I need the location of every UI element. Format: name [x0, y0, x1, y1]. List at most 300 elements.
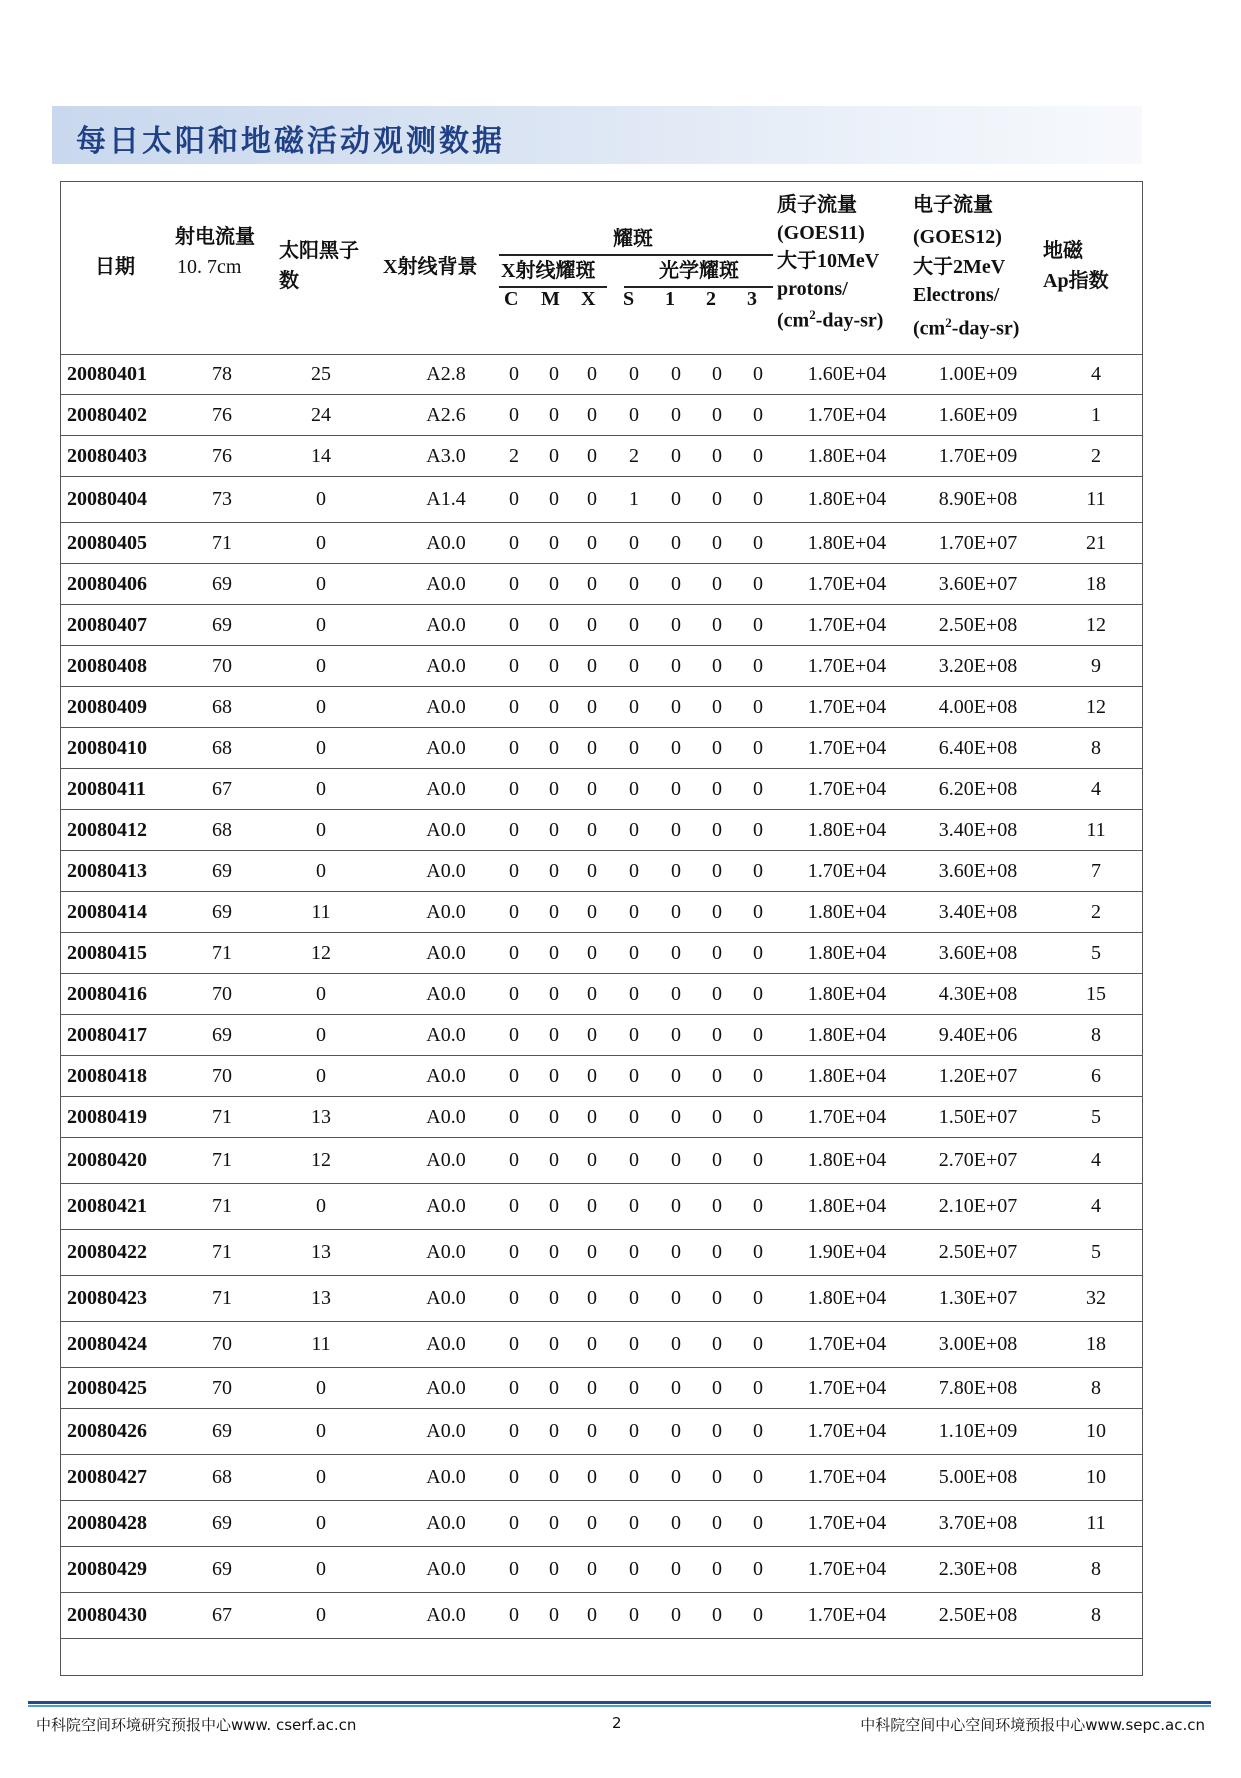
cell-flare-m: 0	[549, 695, 559, 718]
cell-flare-x: 0	[587, 941, 597, 964]
cell-xray-background: A0.0	[426, 1420, 466, 1442]
header-proton-energy: 大于10MeV	[777, 250, 880, 272]
cell-proton-flux: 1.70E+04	[807, 1558, 887, 1580]
cell-electron-flux: 3.00E+08	[938, 1333, 1018, 1355]
cell-electron-flux: 2.50E+08	[938, 1604, 1018, 1626]
cell-flare-s: 0	[629, 531, 639, 554]
cell-sunspot: 12	[311, 941, 331, 964]
cell-proton-flux: 1.80E+04	[807, 1064, 887, 1087]
cell-flare-s: 0	[629, 1149, 639, 1171]
cell-flare-1: 0	[671, 1023, 681, 1046]
cell-electron-flux: 1.20E+07	[938, 1064, 1018, 1087]
cell-xray-background: A0.0	[426, 572, 466, 595]
cell-xray-background: A0.0	[426, 818, 466, 841]
cell-flare-c: 0	[509, 531, 519, 554]
cell-date: 20080417	[67, 1023, 147, 1046]
cell-xray-background: A0.0	[426, 1064, 466, 1087]
cell-ap-index: 4	[1091, 362, 1101, 385]
cell-flare-2: 0	[712, 941, 722, 964]
cell-date: 20080429	[67, 1558, 147, 1580]
cell-flare-x: 0	[587, 362, 597, 385]
cell-flare-2: 0	[712, 777, 722, 800]
table-row	[61, 1056, 1142, 1097]
cell-flare-1: 0	[671, 1604, 681, 1626]
cell-radio-flux: 71	[212, 531, 232, 554]
cell-flare-s: 0	[629, 1466, 639, 1488]
cell-sunspot: 0	[316, 777, 326, 800]
cell-flare-3: 0	[753, 1195, 763, 1217]
cell-flare-2: 0	[712, 1558, 722, 1580]
cell-flare-2: 0	[712, 1376, 722, 1399]
table-row	[61, 1138, 1142, 1184]
cell-flare-s: 0	[629, 736, 639, 759]
cell-date: 20080430	[67, 1604, 147, 1626]
cell-flare-x: 0	[587, 1241, 597, 1263]
cell-electron-flux: 2.70E+07	[938, 1149, 1018, 1171]
cell-xray-background: A0.0	[426, 613, 466, 636]
cell-proton-flux: 1.80E+04	[807, 531, 887, 554]
cell-sunspot: 0	[316, 1064, 326, 1087]
cell-xray-background: A0.0	[426, 1195, 466, 1217]
cell-flare-x: 0	[587, 1195, 597, 1217]
cell-radio-flux: 69	[212, 1023, 232, 1046]
table-row	[61, 1097, 1142, 1138]
table-row	[61, 1184, 1142, 1230]
cell-radio-flux: 70	[212, 654, 232, 677]
table-header	[61, 182, 1142, 355]
cell-flare-x: 0	[587, 1512, 597, 1534]
title-band	[52, 106, 1142, 164]
cell-ap-index: 12	[1086, 613, 1106, 636]
cell-flare-1: 0	[671, 1512, 681, 1534]
cell-electron-flux: 7.80E+08	[938, 1376, 1018, 1399]
cell-ap-index: 15	[1086, 982, 1106, 1005]
cell-electron-flux: 1.60E+09	[938, 403, 1018, 426]
cell-flare-1: 0	[671, 403, 681, 426]
cell-ap-index: 2	[1091, 444, 1101, 467]
cell-flare-c: 0	[509, 695, 519, 718]
cell-flare-2: 0	[712, 1195, 722, 1217]
cell-xray-background: A0.0	[426, 1333, 466, 1355]
cell-sunspot: 11	[311, 900, 331, 923]
cell-electron-flux: 2.50E+08	[938, 613, 1018, 636]
cell-flare-c: 0	[509, 1241, 519, 1263]
cell-ap-index: 10	[1086, 1420, 1106, 1442]
header-sunspot-cont: 数	[279, 270, 299, 292]
header-date: 日期	[95, 256, 135, 278]
cell-proton-flux: 1.80E+04	[807, 444, 887, 467]
cell-flare-3: 0	[753, 1287, 763, 1309]
cell-flare-2: 0	[712, 1149, 722, 1171]
cell-flare-3: 0	[753, 736, 763, 759]
table-row	[61, 1230, 1142, 1276]
cell-date: 20080410	[67, 736, 147, 759]
page-title: 每日太阳和地磁活动观测数据	[76, 124, 505, 159]
cell-flare-2: 0	[712, 982, 722, 1005]
cell-electron-flux: 3.60E+07	[938, 572, 1018, 595]
cell-proton-flux: 1.70E+04	[807, 403, 887, 426]
cell-proton-flux: 1.70E+04	[807, 777, 887, 800]
cell-flare-c: 0	[509, 1333, 519, 1355]
header-xray-background: X射线背景	[383, 256, 478, 278]
header-sub-s: S	[623, 288, 635, 310]
cell-flare-x: 0	[587, 1376, 597, 1399]
cell-date: 20080414	[67, 900, 147, 923]
cell-flare-x: 0	[587, 818, 597, 841]
cell-proton-flux: 1.80E+04	[807, 982, 887, 1005]
cell-date: 20080412	[67, 818, 147, 841]
cell-radio-flux: 70	[212, 1333, 232, 1355]
header-proton-source: (GOES11)	[777, 222, 865, 244]
cell-flare-3: 0	[753, 941, 763, 964]
cell-flare-m: 0	[549, 859, 559, 882]
cell-flare-1: 0	[671, 362, 681, 385]
cell-proton-flux: 1.70E+04	[807, 1512, 887, 1534]
cell-flare-3: 0	[753, 572, 763, 595]
cell-radio-flux: 67	[212, 777, 232, 800]
cell-electron-flux: 8.90E+08	[938, 488, 1018, 510]
header-ap-index: Ap指数	[1043, 270, 1109, 292]
cell-flare-c: 0	[509, 941, 519, 964]
cell-date: 20080423	[67, 1287, 147, 1309]
cell-flare-x: 0	[587, 572, 597, 595]
cell-sunspot: 13	[311, 1241, 331, 1263]
cell-flare-2: 0	[712, 531, 722, 554]
cell-xray-background: A3.0	[426, 444, 466, 467]
cell-flare-3: 0	[753, 1333, 763, 1355]
cell-sunspot: 0	[316, 1604, 326, 1626]
header-sub-2: 2	[706, 288, 716, 310]
cell-proton-flux: 1.70E+04	[807, 1376, 887, 1399]
cell-flare-1: 0	[671, 1287, 681, 1309]
table-row	[61, 605, 1142, 646]
table-row	[61, 1015, 1142, 1056]
cell-proton-flux: 1.70E+04	[807, 1333, 887, 1355]
cell-flare-3: 0	[753, 695, 763, 718]
cell-flare-m: 0	[549, 1558, 559, 1580]
cell-proton-flux: 1.70E+04	[807, 1604, 887, 1626]
cell-ap-index: 8	[1091, 1376, 1101, 1399]
cell-ap-index: 8	[1091, 1023, 1101, 1046]
cell-electron-flux: 1.30E+07	[938, 1287, 1018, 1309]
cell-flare-s: 0	[629, 1512, 639, 1534]
cell-proton-flux: 1.70E+04	[807, 572, 887, 595]
cell-flare-c: 0	[509, 900, 519, 923]
cell-flare-x: 0	[587, 777, 597, 800]
cell-date: 20080422	[67, 1241, 147, 1263]
cell-sunspot: 0	[316, 982, 326, 1005]
table-row	[61, 1276, 1142, 1322]
cell-flare-2: 0	[712, 1512, 722, 1534]
cell-flare-m: 0	[549, 982, 559, 1005]
cell-ap-index: 21	[1086, 531, 1106, 554]
cell-flare-2: 0	[712, 1105, 722, 1128]
cell-radio-flux: 69	[212, 1512, 232, 1534]
cell-flare-s: 0	[629, 1287, 639, 1309]
footer-rule-light	[28, 1705, 1211, 1707]
cell-flare-1: 0	[671, 531, 681, 554]
table-row	[61, 523, 1142, 564]
header-electron-unit-cont: $(cm^2-day-sr)$	[913, 315, 1020, 340]
cell-flare-x: 0	[587, 403, 597, 426]
cell-flare-m: 0	[549, 1466, 559, 1488]
cell-flare-c: 0	[509, 1376, 519, 1399]
cell-ap-index: 18	[1086, 1333, 1106, 1355]
cell-electron-flux: 3.60E+08	[938, 941, 1018, 964]
cell-ap-index: 4	[1091, 777, 1101, 800]
cell-flare-c: 0	[509, 613, 519, 636]
cell-xray-background: A1.4	[426, 488, 466, 510]
cell-flare-s: 0	[629, 1105, 639, 1128]
table-row	[61, 933, 1142, 974]
table-row	[61, 1322, 1142, 1368]
table-body	[61, 354, 1142, 1639]
cell-flare-m: 0	[549, 1420, 559, 1442]
cell-proton-flux: 1.70E+04	[807, 1420, 887, 1442]
header-optical-flare: 光学耀斑	[659, 260, 739, 282]
cell-sunspot: 0	[316, 654, 326, 677]
cell-flare-2: 0	[712, 1333, 722, 1355]
cell-electron-flux: 2.30E+08	[938, 1558, 1018, 1580]
cell-flare-3: 0	[753, 1512, 763, 1534]
cell-flare-2: 0	[712, 1064, 722, 1087]
cell-xray-background: A0.0	[426, 900, 466, 923]
cell-flare-s: 0	[629, 1333, 639, 1355]
cell-flare-3: 0	[753, 900, 763, 923]
cell-radio-flux: 71	[212, 1287, 232, 1309]
cell-electron-flux: 6.40E+08	[938, 736, 1018, 759]
cell-ap-index: 1	[1091, 403, 1101, 426]
cell-flare-m: 0	[549, 1064, 559, 1087]
table-row	[61, 1409, 1142, 1455]
cell-flare-c: 0	[509, 1023, 519, 1046]
cell-flare-2: 0	[712, 900, 722, 923]
cell-flare-3: 0	[753, 859, 763, 882]
header-radio-flux: 射电流量	[175, 226, 255, 248]
cell-flare-3: 0	[753, 1105, 763, 1128]
footer-left-org: 中科院空间环境研究预报中心www. cserf.ac.cn	[36, 1716, 357, 1734]
table-row	[61, 810, 1142, 851]
cell-sunspot: 14	[311, 444, 331, 467]
cell-sunspot: 0	[316, 1376, 326, 1399]
table-row	[61, 354, 1142, 395]
cell-flare-2: 0	[712, 736, 722, 759]
cell-flare-x: 0	[587, 1064, 597, 1087]
cell-flare-s: 0	[629, 1064, 639, 1087]
cell-flare-c: 0	[509, 777, 519, 800]
cell-date: 20080420	[67, 1149, 147, 1171]
cell-ap-index: 5	[1091, 1241, 1101, 1263]
cell-flare-c: 0	[509, 736, 519, 759]
cell-flare-x: 0	[587, 1149, 597, 1171]
cell-flare-c: 0	[509, 1604, 519, 1626]
cell-flare-s: 0	[629, 900, 639, 923]
cell-xray-background: A0.0	[426, 1604, 466, 1626]
header-radio-wavelength: 10. 7cm	[177, 256, 242, 278]
data-table	[60, 181, 1143, 1676]
header-proton-unit: protons/	[777, 278, 848, 300]
cell-flare-1: 0	[671, 1149, 681, 1171]
cell-proton-flux: 1.80E+04	[807, 941, 887, 964]
cell-ap-index: 12	[1086, 695, 1106, 718]
cell-flare-x: 0	[587, 736, 597, 759]
table-row	[61, 687, 1142, 728]
cell-flare-1: 0	[671, 1333, 681, 1355]
cell-radio-flux: 69	[212, 1420, 232, 1442]
cell-radio-flux: 68	[212, 1466, 232, 1488]
cell-flare-s: 0	[629, 362, 639, 385]
cell-proton-flux: 1.60E+04	[807, 362, 887, 385]
cell-flare-s: 0	[629, 859, 639, 882]
cell-flare-c: 0	[509, 1105, 519, 1128]
cell-flare-1: 0	[671, 1420, 681, 1442]
cell-ap-index: 18	[1086, 572, 1106, 595]
cell-proton-flux: 1.90E+04	[807, 1241, 887, 1263]
table-row	[61, 974, 1142, 1015]
table-row	[61, 1593, 1142, 1639]
cell-ap-index: 32	[1086, 1287, 1106, 1309]
cell-date: 20080405	[67, 531, 147, 554]
cell-ap-index: 11	[1086, 488, 1106, 510]
cell-radio-flux: 67	[212, 1604, 232, 1626]
cell-xray-background: A0.0	[426, 859, 466, 882]
cell-ap-index: 8	[1091, 1558, 1101, 1580]
cell-radio-flux: 70	[212, 1376, 232, 1399]
cell-flare-s: 0	[629, 695, 639, 718]
cell-date: 20080407	[67, 613, 147, 636]
cell-flare-2: 0	[712, 859, 722, 882]
cell-ap-index: 10	[1086, 1466, 1106, 1488]
cell-flare-x: 0	[587, 1105, 597, 1128]
cell-flare-s: 0	[629, 1376, 639, 1399]
cell-flare-2: 0	[712, 444, 722, 467]
cell-proton-flux: 1.70E+04	[807, 654, 887, 677]
cell-flare-s: 2	[629, 444, 639, 467]
cell-radio-flux: 69	[212, 572, 232, 595]
flare-underline	[499, 254, 773, 256]
cell-flare-1: 0	[671, 1376, 681, 1399]
cell-flare-x: 0	[587, 1287, 597, 1309]
cell-sunspot: 0	[316, 818, 326, 841]
cell-flare-m: 0	[549, 941, 559, 964]
cell-flare-s: 0	[629, 1420, 639, 1442]
cell-xray-background: A0.0	[426, 1466, 466, 1488]
cell-date: 20080419	[67, 1105, 147, 1128]
table-row	[61, 477, 1142, 523]
cell-proton-flux: 1.70E+04	[807, 1466, 887, 1488]
cell-flare-3: 0	[753, 982, 763, 1005]
header-electron-energy: 大于2MeV	[913, 256, 1006, 278]
cell-date: 20080402	[67, 403, 147, 426]
cell-flare-x: 0	[587, 488, 597, 510]
cell-flare-2: 0	[712, 1420, 722, 1442]
cell-flare-x: 0	[587, 900, 597, 923]
cell-date: 20080403	[67, 444, 147, 467]
cell-flare-1: 0	[671, 613, 681, 636]
cell-flare-s: 0	[629, 777, 639, 800]
cell-xray-background: A0.0	[426, 736, 466, 759]
cell-flare-m: 0	[549, 1376, 559, 1399]
cell-flare-1: 0	[671, 900, 681, 923]
cell-sunspot: 0	[316, 1195, 326, 1217]
header-electron-source: (GOES12)	[913, 226, 1002, 248]
cell-date: 20080406	[67, 572, 147, 595]
cell-sunspot: 25	[311, 362, 331, 385]
cell-sunspot: 12	[311, 1149, 331, 1171]
cell-flare-1: 0	[671, 444, 681, 467]
cell-flare-2: 0	[712, 1287, 722, 1309]
cell-xray-background: A0.0	[426, 982, 466, 1005]
cell-proton-flux: 1.80E+04	[807, 818, 887, 841]
table-row	[61, 1501, 1142, 1547]
footer-page-number: 2	[612, 1714, 622, 1732]
footer-right-org: 中科院空间中心空间环境预报中心www.sepc.ac.cn	[860, 1716, 1205, 1734]
cell-flare-1: 0	[671, 1241, 681, 1263]
cell-flare-1: 0	[671, 572, 681, 595]
header-sub-x: X	[581, 288, 596, 310]
cell-proton-flux: 1.80E+04	[807, 900, 887, 923]
cell-flare-2: 0	[712, 572, 722, 595]
header-electron-flux: 电子流量	[913, 194, 993, 216]
cell-radio-flux: 70	[212, 1064, 232, 1087]
cell-flare-m: 0	[549, 818, 559, 841]
cell-flare-2: 0	[712, 654, 722, 677]
table-row	[61, 769, 1142, 810]
cell-flare-x: 0	[587, 1466, 597, 1488]
cell-flare-m: 0	[549, 613, 559, 636]
cell-sunspot: 0	[316, 572, 326, 595]
cell-flare-3: 0	[753, 777, 763, 800]
cell-sunspot: 24	[311, 403, 331, 426]
table-row	[61, 436, 1142, 477]
cell-radio-flux: 76	[212, 444, 232, 467]
cell-flare-m: 0	[549, 531, 559, 554]
cell-electron-flux: 4.00E+08	[938, 695, 1018, 718]
cell-electron-flux: 9.40E+06	[938, 1023, 1018, 1046]
cell-flare-c: 2	[509, 444, 519, 467]
cell-xray-background: A0.0	[426, 1241, 466, 1263]
cell-ap-index: 5	[1091, 1105, 1101, 1128]
cell-flare-c: 0	[509, 488, 519, 510]
cell-xray-background: A0.0	[426, 531, 466, 554]
cell-sunspot: 0	[316, 736, 326, 759]
cell-flare-c: 0	[509, 654, 519, 677]
cell-electron-flux: 3.60E+08	[938, 859, 1018, 882]
cell-flare-1: 0	[671, 1558, 681, 1580]
cell-sunspot: 0	[316, 488, 326, 510]
cell-proton-flux: 1.70E+04	[807, 736, 887, 759]
cell-flare-3: 0	[753, 1466, 763, 1488]
cell-flare-m: 0	[549, 1241, 559, 1263]
cell-flare-s: 0	[629, 982, 639, 1005]
cell-flare-3: 0	[753, 818, 763, 841]
cell-radio-flux: 69	[212, 900, 232, 923]
cell-flare-s: 0	[629, 403, 639, 426]
cell-radio-flux: 71	[212, 1149, 232, 1171]
cell-sunspot: 0	[316, 531, 326, 554]
cell-flare-m: 0	[549, 900, 559, 923]
cell-flare-x: 0	[587, 982, 597, 1005]
cell-electron-flux: 3.40E+08	[938, 900, 1018, 923]
table-row	[61, 892, 1142, 933]
cell-xray-background: A0.0	[426, 695, 466, 718]
cell-flare-m: 0	[549, 1604, 559, 1626]
cell-electron-flux: 3.70E+08	[938, 1512, 1018, 1534]
cell-flare-c: 0	[509, 818, 519, 841]
cell-flare-1: 0	[671, 1466, 681, 1488]
header-xray-flare: X射线耀斑	[501, 260, 596, 282]
cell-sunspot: 13	[311, 1105, 331, 1128]
